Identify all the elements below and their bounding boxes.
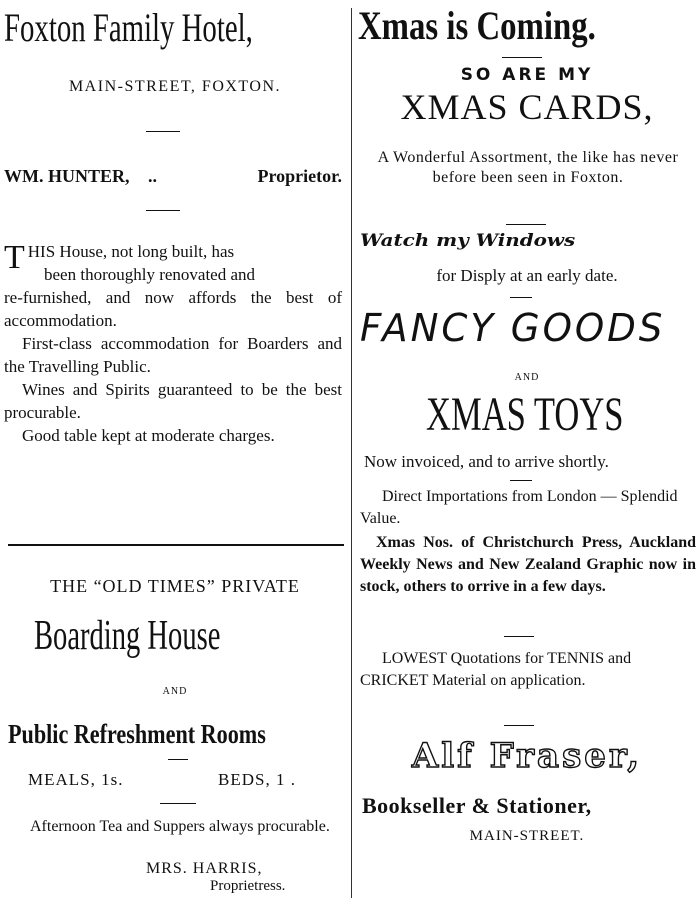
xmas-toys-wrap bbox=[426, 388, 700, 442]
beds-price: BEDS, 1 . bbox=[218, 770, 296, 789]
wines-text: Wines and Spirits guaranteed to be the best procurable. bbox=[4, 380, 342, 422]
proprietor-dots: .. bbox=[148, 166, 157, 186]
direct-importations: Direct Importations from London — Splendid Value. bbox=[360, 488, 678, 527]
lowest-quotations: LOWEST Quotations for TENNIS and CRICKET Material on application. bbox=[360, 650, 632, 689]
accommodation-text: First-class accommodation for Boarders and the Travelling Public. bbox=[4, 334, 342, 376]
fancy-goods-wrap bbox=[360, 304, 672, 352]
meals-price: MEALS, 1s. bbox=[28, 770, 124, 789]
proprietor-name: WM. HUNTER, bbox=[4, 166, 130, 186]
xmas-headline-wrap bbox=[358, 4, 648, 48]
boarding-title: Boarding House bbox=[34, 613, 221, 659]
tea-text: Afternoon Tea and Suppers always procurable. bbox=[30, 818, 330, 835]
divider bbox=[146, 131, 180, 132]
and-label: AND bbox=[514, 372, 540, 383]
display-date: for Disply at an early date. bbox=[436, 266, 618, 285]
description-line: HIS House, not long built, has bbox=[27, 242, 235, 261]
hotel-address: MAIN-STREET, FOXTON. bbox=[68, 78, 282, 95]
refreshment-wrap bbox=[8, 718, 322, 750]
divider bbox=[510, 297, 532, 298]
description-line: been thoroughly renovated and bbox=[44, 265, 256, 284]
hotel-title: Foxton Family Hotel, bbox=[4, 5, 253, 50]
section-rule bbox=[8, 544, 344, 546]
and-label: AND bbox=[162, 686, 188, 697]
alf-fraser: Alf Fraser, bbox=[411, 736, 643, 776]
dropcap: T bbox=[4, 239, 25, 276]
hotel-title-wrap bbox=[4, 6, 350, 50]
divider bbox=[504, 725, 534, 726]
xmas-cards: XMAS CARDS, bbox=[400, 87, 654, 127]
boarding-title-wrap bbox=[34, 612, 308, 660]
divider bbox=[502, 57, 542, 58]
divider bbox=[168, 759, 188, 760]
xmas-toys: XMAS TOYS bbox=[426, 388, 624, 441]
proprietress-name: MRS. HARRIS, bbox=[146, 860, 263, 877]
watch-windows: Watch my Windows bbox=[360, 231, 576, 251]
description-text: re-furnished, and now affords the best of accommodation. bbox=[4, 288, 342, 330]
column-divider bbox=[351, 8, 352, 898]
assortment-text: A Wonderful Assortment, the like has never before been seen in Foxton. bbox=[377, 149, 679, 186]
main-street: MAIN-STREET. bbox=[469, 828, 585, 844]
divider bbox=[160, 803, 196, 804]
hotel-description bbox=[4, 240, 342, 447]
proprietor-line bbox=[4, 166, 342, 187]
divider bbox=[504, 636, 534, 637]
table-text: Good table kept at moderate charges. bbox=[22, 426, 275, 445]
divider bbox=[506, 224, 546, 225]
invoiced-text: Now invoiced, and to arrive shortly. bbox=[364, 452, 609, 471]
fancy-goods: FANCY GOODS bbox=[360, 306, 666, 350]
divider bbox=[146, 210, 180, 211]
boarding-heading: THE “OLD TIMES” PRIVATE bbox=[50, 576, 300, 596]
papers-text: Xmas Nos. of Christchurch Press, Auckland Weekly News and New Zealand Graphic now in stock, others to orrive in a few days. bbox=[360, 534, 696, 595]
watch-windows-wrap bbox=[360, 230, 576, 252]
so-are-my: SO ARE MY bbox=[460, 65, 594, 85]
proprietor-role: Proprietor. bbox=[257, 166, 342, 186]
divider bbox=[510, 480, 532, 481]
proprietress-role: Proprietress. bbox=[210, 878, 286, 894]
bookseller-stationer: Bookseller & Stationer, bbox=[362, 793, 592, 818]
refreshment-title: Public Refreshment Rooms bbox=[8, 719, 266, 749]
xmas-headline: Xmas is Coming. bbox=[358, 3, 596, 48]
